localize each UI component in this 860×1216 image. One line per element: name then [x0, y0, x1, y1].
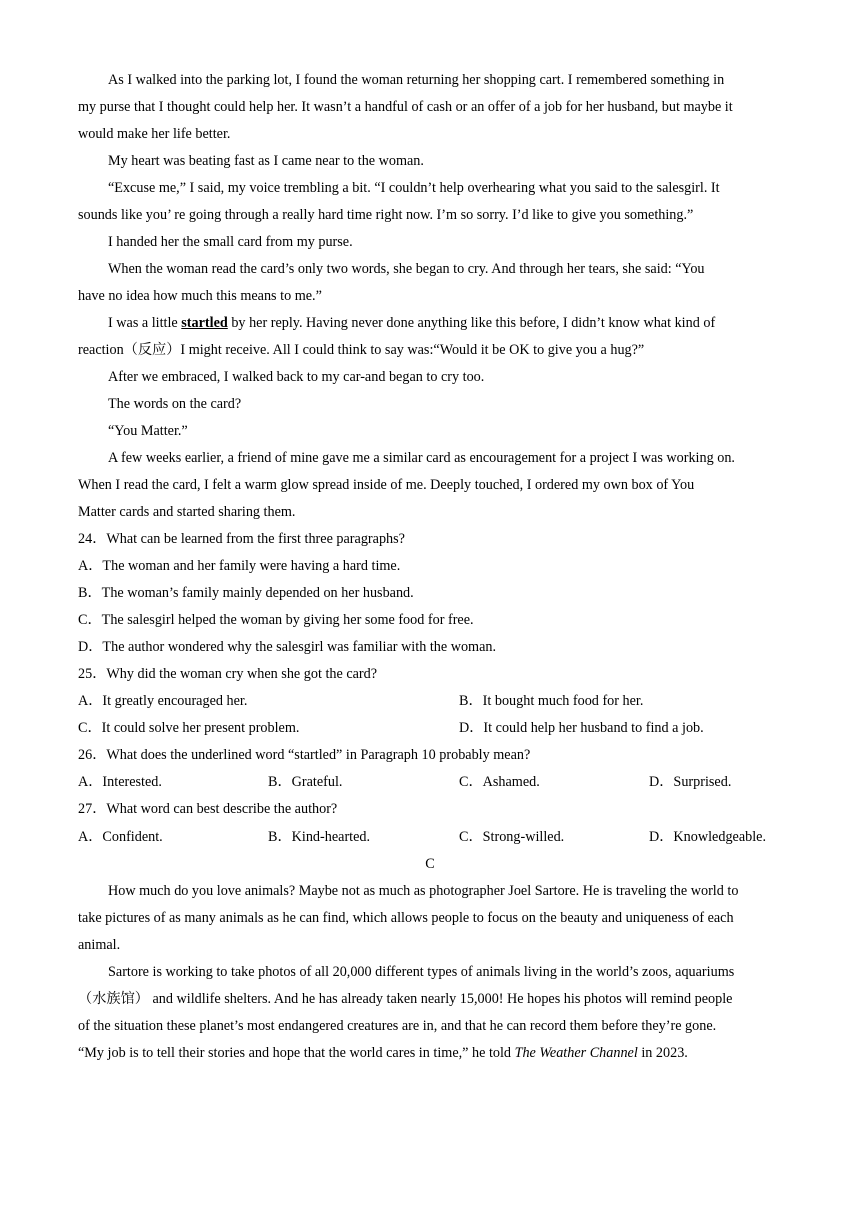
answer-option: C．The salesgirl helped the woman by giving her some food for free.: [78, 612, 474, 628]
text-span: by her reply. Having never done anything like this before, I didn’t know what kind of: [227, 315, 716, 331]
answer-option: D．Surprised.: [649, 774, 732, 790]
answer-option: D．It could help her husband to find a job.: [459, 720, 704, 736]
text-span: “My job is to tell their stories and hope that the world cares in time,” he told: [78, 1045, 515, 1061]
paragraph-line: “You Matter.”: [108, 423, 188, 439]
paragraph-line: my purse that I thought could help her. It wasn’t a handful of cash or an offer of a job for her husband, but maybe it: [78, 99, 733, 115]
answer-option: A．It greatly encouraged her.: [78, 693, 248, 709]
question-stem: 26．What does the underlined word “startled” in Paragraph 10 probably mean?: [78, 747, 531, 763]
paragraph-line: Matter cards and started sharing them.: [78, 504, 296, 520]
answer-option: C．Ashamed.: [459, 774, 540, 790]
paragraph-line: would make her life better.: [78, 126, 231, 142]
answer-option: B．Kind-hearted.: [268, 829, 371, 845]
question-stem: 27．What word can best describe the author?: [78, 801, 338, 817]
paragraph-line: When I read the card, I felt a warm glow spread inside of me. Deeply touched, I ordered my own box of You: [78, 477, 695, 493]
answer-option: A．Interested.: [78, 774, 162, 790]
paragraph-line: After we embraced, I walked back to my car-and began to cry too.: [108, 369, 485, 385]
paragraph-line: My heart was beating fast as I came near to the woman.: [108, 153, 424, 169]
answer-option: C．Strong-willed.: [459, 829, 565, 845]
question-stem: 25．Why did the woman cry when she got the card?: [78, 666, 378, 682]
paragraph-line: The words on the card?: [108, 396, 242, 412]
paragraph-line: reaction（反应）I might receive. All I could think to say was:“Would it be OK to give you a hug?”: [78, 342, 645, 358]
paragraph-line: [108, 314, 715, 332]
text-span: in 2023.: [637, 1045, 688, 1061]
paragraph-line: have no idea how much this means to me.”: [78, 288, 322, 304]
answer-option: D．Knowledgeable.: [649, 829, 767, 845]
paragraph-line: Sartore is working to take photos of all 20,000 different types of animals living in the world’s zoos, aquariums: [108, 964, 735, 980]
italic-title: The Weather Channel: [514, 1045, 638, 1061]
answer-option: A．The woman and her family were having a hard time.: [78, 558, 401, 574]
paragraph-line: I handed her the small card from my purse.: [108, 234, 353, 250]
paragraph-line: animal.: [78, 937, 121, 953]
paragraph-line: When the woman read the card’s only two words, she began to cry. And through her tears, she said: “You: [108, 261, 705, 277]
text-span: I was a little: [108, 315, 182, 331]
answer-option: C．It could solve her present problem.: [78, 720, 300, 736]
answer-option: A．Confident.: [78, 829, 163, 845]
paragraph-line: [78, 1044, 688, 1062]
section-heading: C: [425, 856, 435, 872]
paragraph-line: （水族馆） and wildlife shelters. And he has already taken nearly 15,000! He hopes his photos will remind people: [78, 991, 733, 1007]
answer-option: D．The author wondered why the salesgirl was familiar with the woman.: [78, 639, 497, 655]
answer-option: B．The woman’s family mainly depended on her husband.: [78, 585, 414, 601]
paragraph-line: A few weeks earlier, a friend of mine gave me a similar card as encouragement for a project I was working on.: [108, 450, 735, 466]
paragraph-line: take pictures of as many animals as he can find, which allows people to focus on the beauty and uniqueness of each: [78, 910, 734, 926]
answer-option: B．It bought much food for her.: [459, 693, 644, 709]
paragraph-line: sounds like you’ re going through a really hard time right now. I’m so sorry. I’d like to give you something.”: [78, 207, 694, 223]
question-stem: 24．What can be learned from the first three paragraphs?: [78, 531, 405, 547]
paragraph-line: of the situation these planet’s most endangered creatures are in, and that he can record them before they’re gone.: [78, 1018, 717, 1034]
answer-option: B．Grateful.: [268, 774, 343, 790]
paragraph-line: As I walked into the parking lot, I found the woman returning her shopping cart. I remembered something in: [108, 72, 725, 88]
paragraph-line: “Excuse me,” I said, my voice trembling a bit. “I couldn’t help overhearing what you said to the salesgirl. It: [108, 180, 720, 196]
underlined-word: startled: [181, 315, 228, 331]
paragraph-line: How much do you love animals? Maybe not as much as photographer Joel Sartore. He is traveling the world to: [108, 883, 739, 899]
